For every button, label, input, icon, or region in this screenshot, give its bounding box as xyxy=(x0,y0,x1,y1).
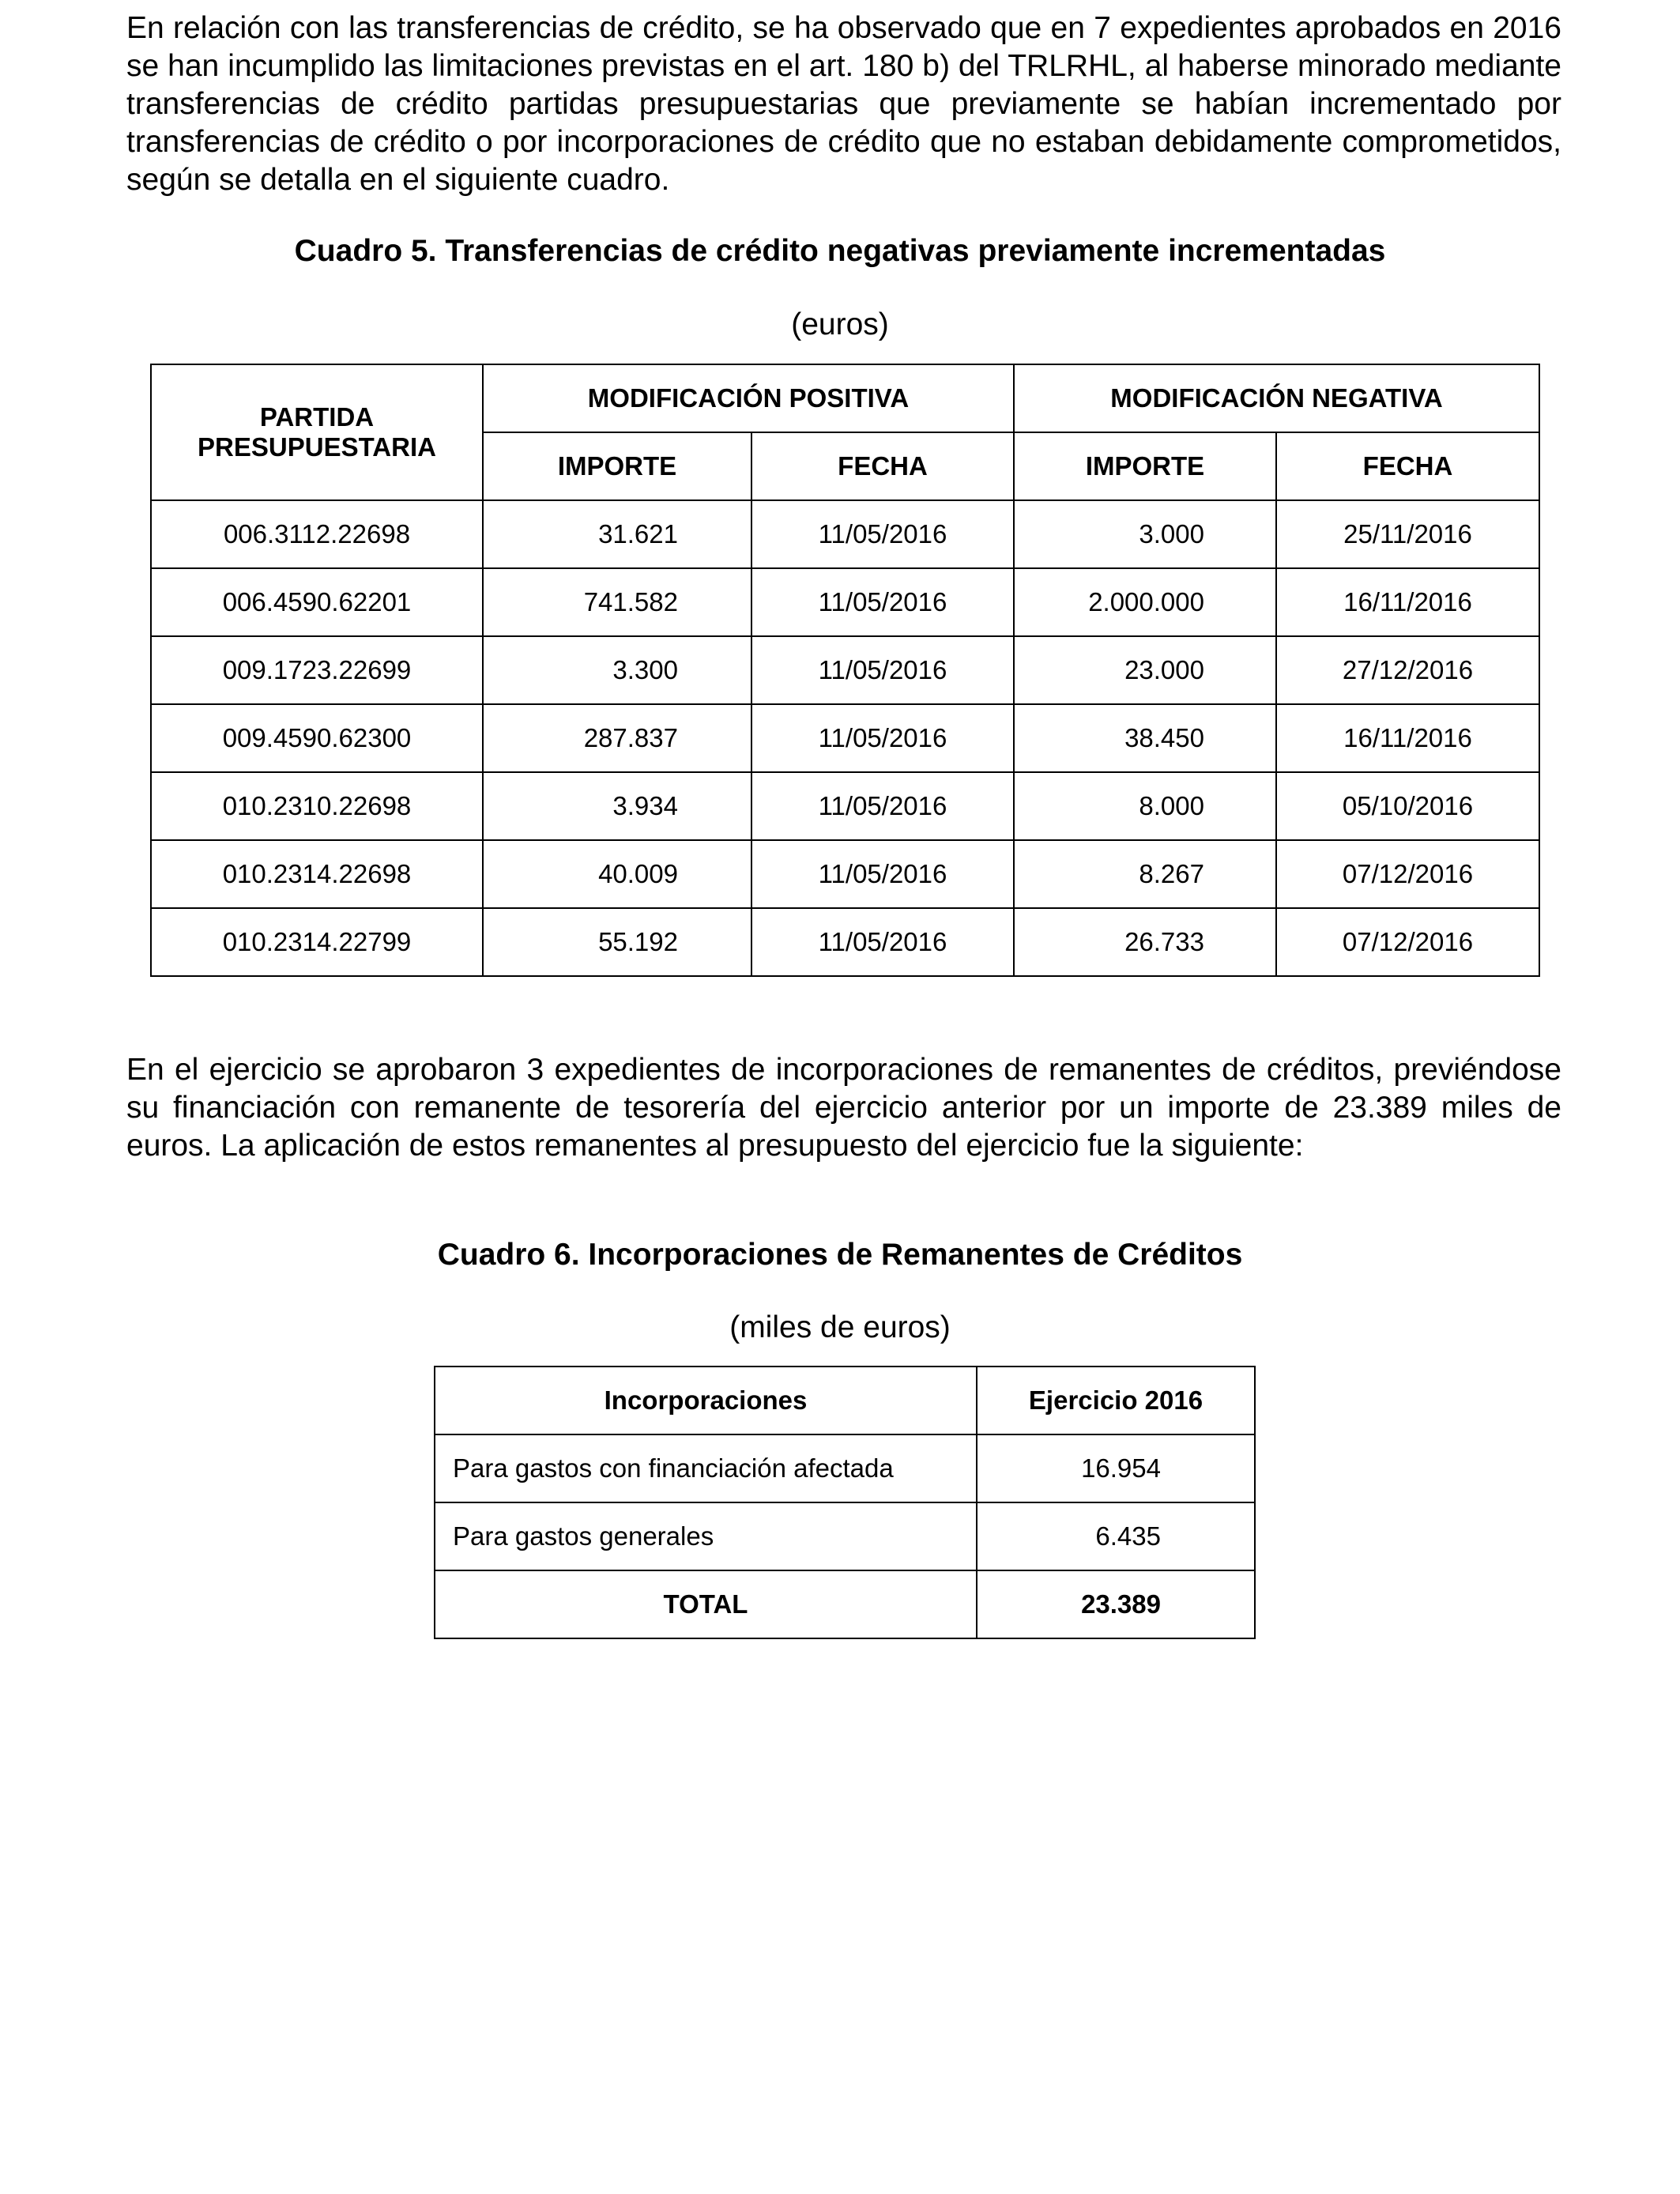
cell-fecha-negativa: 05/10/2016 xyxy=(1276,772,1539,840)
header-importe-positiva: IMPORTE xyxy=(483,432,751,500)
cell-fecha-negativa: 16/11/2016 xyxy=(1276,704,1539,772)
table-row xyxy=(151,704,1539,772)
cell-partida: 010.2314.22799 xyxy=(151,908,483,976)
cell-importe-positiva: 3.934 xyxy=(483,772,751,840)
cell-label: Para gastos generales xyxy=(435,1502,977,1570)
cell-importe-negativa: 26.733 xyxy=(1014,908,1276,976)
header-modificacion-positiva: MODIFICACIÓN POSITIVA xyxy=(483,364,1014,432)
header-incorporaciones: Incorporaciones xyxy=(435,1367,977,1434)
table-row xyxy=(435,1502,1255,1570)
cell-partida: 009.4590.62300 xyxy=(151,704,483,772)
cell-fecha-negativa: 27/12/2016 xyxy=(1276,636,1539,704)
table-row xyxy=(151,500,1539,568)
cell-importe-positiva: 40.009 xyxy=(483,840,751,908)
cell-fecha-positiva: 11/05/2016 xyxy=(751,908,1014,976)
table6-unit: (miles de euros) xyxy=(729,1310,951,1344)
incorporations-table xyxy=(434,1366,1256,1639)
cell-partida: 010.2314.22698 xyxy=(151,840,483,908)
table-row xyxy=(151,908,1539,976)
cell-importe-positiva: 3.300 xyxy=(483,636,751,704)
table-row xyxy=(151,568,1539,636)
table-row xyxy=(151,636,1539,704)
cell-fecha-positiva: 11/05/2016 xyxy=(751,772,1014,840)
cell-value: 6.435 xyxy=(977,1502,1255,1570)
total-value: 23.389 xyxy=(977,1570,1255,1638)
cell-importe-negativa: 3.000 xyxy=(1014,500,1276,568)
cell-fecha-negativa: 25/11/2016 xyxy=(1276,500,1539,568)
cell-partida: 009.1723.22699 xyxy=(151,636,483,704)
total-row xyxy=(435,1570,1255,1638)
table-row xyxy=(151,840,1539,908)
cell-importe-negativa: 8.267 xyxy=(1014,840,1276,908)
header-fecha-positiva: FECHA xyxy=(751,432,1014,500)
table5-unit: (euros) xyxy=(791,307,889,341)
cell-fecha-positiva: 11/05/2016 xyxy=(751,568,1014,636)
cell-fecha-positiva: 11/05/2016 xyxy=(751,704,1014,772)
cell-fecha-positiva: 11/05/2016 xyxy=(751,500,1014,568)
cell-label: Para gastos con financiación afectada xyxy=(435,1434,977,1502)
cell-importe-positiva: 741.582 xyxy=(483,568,751,636)
cell-importe-positiva: 287.837 xyxy=(483,704,751,772)
table6-caption: Cuadro 6. Incorporaciones de Remanentes de Créditos xyxy=(437,1238,1243,1272)
table-row xyxy=(435,1434,1255,1502)
cell-importe-positiva: 55.192 xyxy=(483,908,751,976)
cell-partida: 006.4590.62201 xyxy=(151,568,483,636)
cell-fecha-negativa: 07/12/2016 xyxy=(1276,908,1539,976)
cell-partida: 006.3112.22698 xyxy=(151,500,483,568)
cell-fecha-positiva: 11/05/2016 xyxy=(751,840,1014,908)
header-modificacion-negativa: MODIFICACIÓN NEGATIVA xyxy=(1014,364,1539,432)
header-fecha-negativa: FECHA xyxy=(1276,432,1539,500)
header-ejercicio: Ejercicio 2016 xyxy=(977,1367,1255,1434)
cell-value: 16.954 xyxy=(977,1434,1255,1502)
cell-fecha-positiva: 11/05/2016 xyxy=(751,636,1014,704)
header-partida: PARTIDA PRESUPUESTARIA xyxy=(151,364,483,500)
intro-paragraph: En relación con las transferencias de crédito, se ha observado que en 7 expedientes aprobados en 2016 se han incumplido las limitaciones previstas en el art. 180 b) del TRLRHL, al haberse minorado mediante transferencias de crédito partidas presupuestarias que previamente se habían incrementado por transferencias de crédito o por incorporaciones de crédito que no estaban debidamente comprometidos, según se detalla en el siguiente cuadro. xyxy=(126,11,1561,197)
cell-importe-negativa: 8.000 xyxy=(1014,772,1276,840)
cell-fecha-negativa: 07/12/2016 xyxy=(1276,840,1539,908)
cell-partida: 010.2310.22698 xyxy=(151,772,483,840)
transfers-table xyxy=(150,364,1540,977)
header-importe-negativa: IMPORTE xyxy=(1014,432,1276,500)
cell-importe-positiva: 31.621 xyxy=(483,500,751,568)
cell-importe-negativa: 23.000 xyxy=(1014,636,1276,704)
cell-importe-negativa: 38.450 xyxy=(1014,704,1276,772)
incorporations-paragraph: En el ejercicio se aprobaron 3 expedientes de incorporaciones de remanentes de créditos, previéndose su financiación con remanente de tesorería del ejercicio anterior por un importe de 23.389 miles de euros. La aplicación de estos remanentes al presupuesto del ejercicio fue la siguiente: xyxy=(126,1053,1561,1163)
table5-caption: Cuadro 5. Transferencias de crédito negativas previamente incrementadas xyxy=(294,234,1386,268)
total-label: TOTAL xyxy=(435,1570,977,1638)
cell-importe-negativa: 2.000.000 xyxy=(1014,568,1276,636)
cell-fecha-negativa: 16/11/2016 xyxy=(1276,568,1539,636)
table-row xyxy=(151,772,1539,840)
